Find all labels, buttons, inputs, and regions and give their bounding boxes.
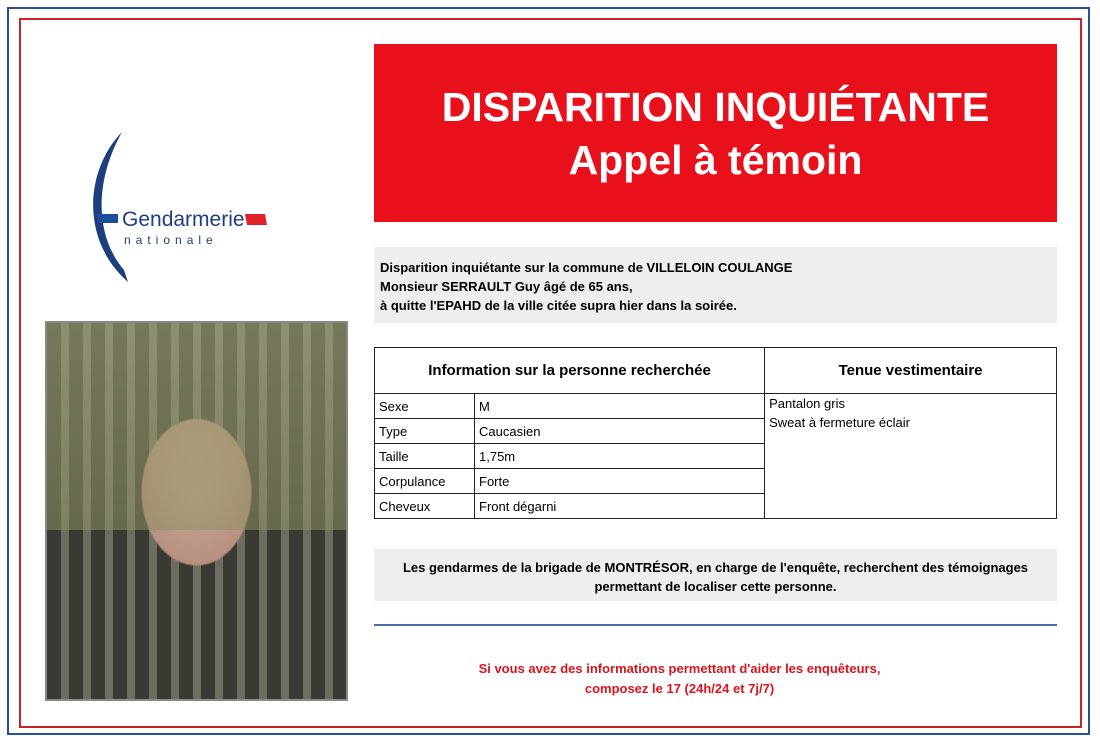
contact-notice — [374, 659, 985, 699]
row-label: Corpulance — [375, 469, 475, 494]
row-value: Caucasien — [475, 419, 765, 444]
row-value: Front dégarni — [475, 494, 765, 519]
header-info: Information sur la personne recherchée — [375, 348, 765, 394]
row-value: 1,75m — [475, 444, 765, 469]
row-label: Sexe — [375, 394, 475, 419]
brigade-notice: Les gendarmes de la brigade de MONTRÉSOR, en charge de l'enquête, recherchent des témoignages permettant de localiser cette personne. — [374, 549, 1057, 601]
row-value: M — [475, 394, 765, 419]
info-table — [374, 347, 1057, 519]
contact-line: composez le 17 (24h/24 et 7j/7) — [584, 681, 775, 696]
clothes-item: Pantalon gris — [769, 396, 845, 411]
divider — [374, 624, 1057, 626]
header-clothes: Tenue vestimentaire — [765, 348, 1057, 394]
intro-line: Disparition inquiétante sur la commune de VILLELOIN COULANGE — [380, 260, 793, 275]
clothes-item: Sweat à fermeture éclair — [769, 415, 910, 430]
banner-subtitle: Appel à témoin — [568, 137, 863, 183]
contact-line: Si vous avez des informations permettant d'aider les enquêteurs, — [478, 661, 881, 676]
logo-text: Gendarmerie — [122, 208, 245, 231]
row-label: Cheveux — [375, 494, 475, 519]
row-label: Type — [375, 419, 475, 444]
banner-title: DISPARITION INQUIÉTANTE — [441, 84, 990, 130]
row-label: Taille — [375, 444, 475, 469]
gendarmerie-logo — [80, 130, 280, 290]
intro-text — [374, 247, 1057, 323]
clothes-cell — [765, 394, 1057, 519]
table-row — [375, 394, 1057, 419]
missing-person-photo — [45, 321, 348, 701]
row-value: Forte — [475, 469, 765, 494]
alert-banner — [374, 44, 1057, 222]
intro-line: Monsieur SERRAULT Guy âgé de 65 ans, — [380, 279, 633, 294]
logo-subtext: nationale — [124, 233, 218, 247]
intro-line: à quitte l'EPAHD de la ville citée supra hier dans la soirée. — [380, 298, 737, 313]
